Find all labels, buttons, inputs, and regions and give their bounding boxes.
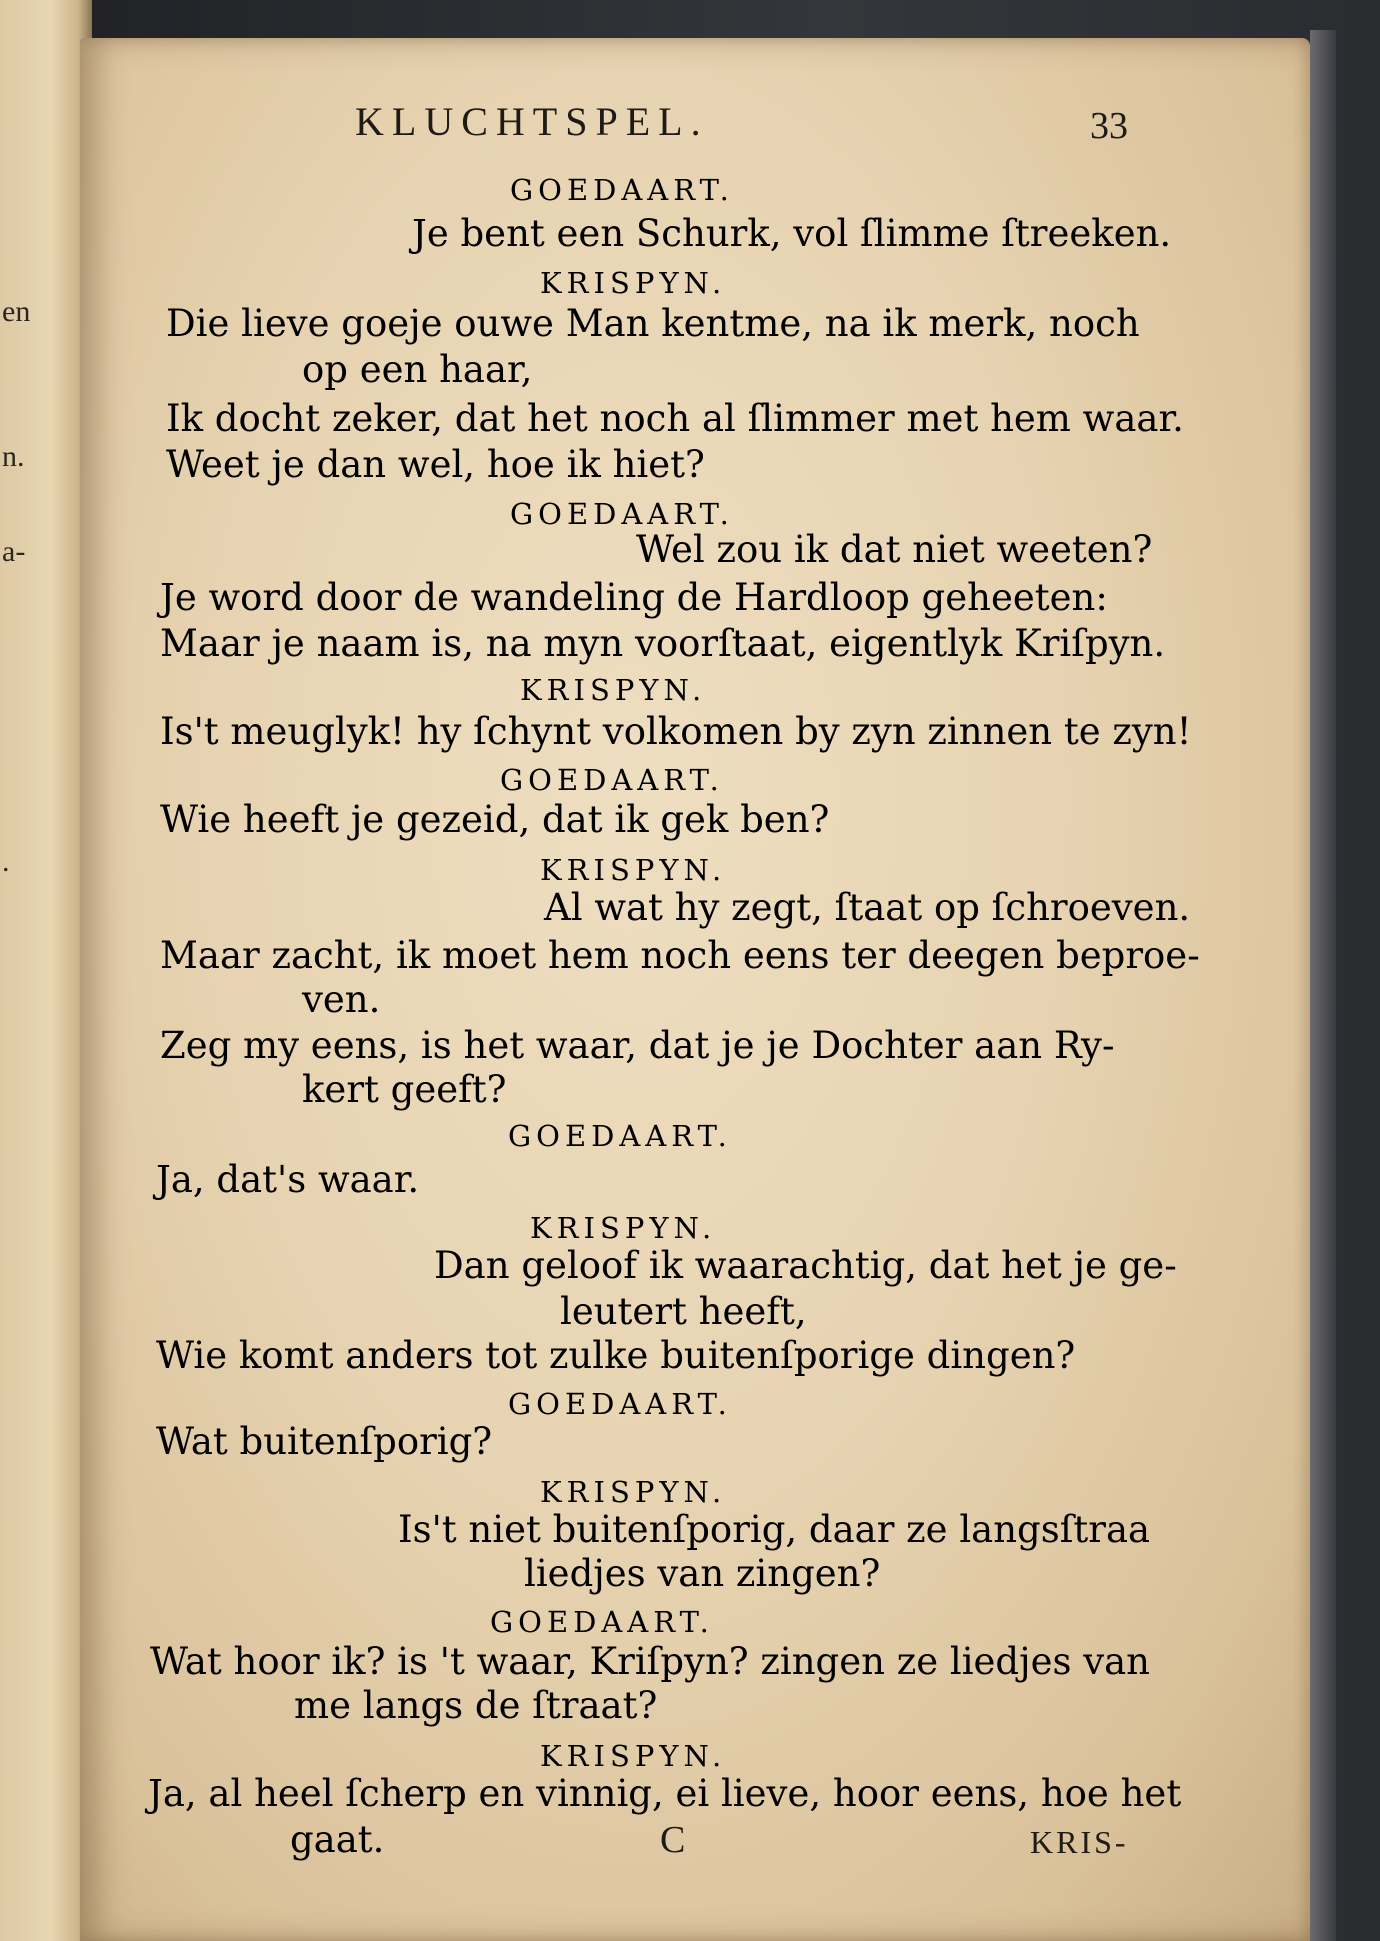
verse-line: Weet je dan wel, hoe ik hiet? bbox=[166, 443, 705, 486]
signature-mark: C bbox=[660, 1819, 686, 1861]
verse-line: Wel zou ik dat niet weeten? bbox=[636, 528, 1153, 571]
speaker-heading: KRISPYN. bbox=[520, 673, 707, 707]
fragment-text: n. bbox=[2, 440, 25, 473]
verse-line: Is't niet buitenſporig, daar ze langsſtraa bbox=[398, 1508, 1151, 1551]
verse-line: ven. bbox=[302, 978, 381, 1021]
verse-line: Ik docht zeker, dat het noch al ſlimmer met hem waar. bbox=[166, 397, 1184, 440]
verse-line: Wie komt anders tot zulke buitenſporige dingen? bbox=[156, 1334, 1076, 1377]
speaker-heading: KRISPYN. bbox=[540, 266, 727, 300]
verse-line: Maar je naam is, na myn voorſtaat, eigentlyk Kriſpyn. bbox=[160, 622, 1166, 665]
verse-line: Ja, dat's waar. bbox=[156, 1158, 420, 1201]
fragment-text: a- bbox=[2, 535, 26, 568]
verse-line: Al wat hy zegt, ſtaat op ſchroeven. bbox=[544, 886, 1191, 929]
verse-line: Dan geloof ik waarachtig, dat het je ge- bbox=[434, 1244, 1177, 1287]
verse-line: Maar zacht, ik moet hem noch eens ter deegen beproe- bbox=[160, 934, 1200, 977]
verse-line: Wat buitenſporig? bbox=[156, 1420, 493, 1463]
verse-line: Wat hoor ik? is 't waar, Kriſpyn? zingen ze liedjes van bbox=[150, 1640, 1151, 1683]
verse-line: Wie heeft je gezeid, dat ik gek ben? bbox=[160, 798, 830, 841]
verse-line: Ja, al heel ſcherp en vinnig, ei lieve, hoor eens, hoe het bbox=[148, 1772, 1182, 1815]
speaker-heading: GOEDAART. bbox=[508, 1387, 732, 1421]
speaker-heading: KRISPYN. bbox=[540, 1739, 727, 1773]
verse-line: Zeg my eens, is het waar, dat je je Dochter aan Ry- bbox=[160, 1024, 1115, 1067]
verse-line: Je bent een Schurk, vol ſlimme ſtreeken. bbox=[412, 212, 1172, 255]
speaker-heading: KRISPYN. bbox=[540, 1475, 727, 1509]
speaker-heading: GOEDAART. bbox=[490, 1605, 714, 1639]
verse-line: kert geeft? bbox=[302, 1068, 507, 1111]
verse-line: Is't meuglyk! hy ſchynt volkomen by zyn zinnen te zyn! bbox=[160, 710, 1192, 753]
fragment-text: . bbox=[2, 845, 10, 878]
verse-line: liedjes van zingen? bbox=[524, 1552, 881, 1595]
speaker-heading: GOEDAART. bbox=[510, 497, 734, 531]
speaker-heading: GOEDAART. bbox=[500, 763, 724, 797]
cover-edge bbox=[1310, 30, 1336, 1941]
catchword: KRIS- bbox=[1030, 1824, 1129, 1860]
verse-line: Die lieve goeje ouwe Man kentme, na ik merk, noch bbox=[166, 302, 1140, 345]
verse-line: op een haar, bbox=[302, 348, 533, 391]
page-number: 33 bbox=[1090, 105, 1128, 147]
speaker-heading: GOEDAART. bbox=[510, 173, 734, 207]
verse-line: leutert heeft, bbox=[560, 1290, 807, 1333]
speaker-heading: KRISPYN. bbox=[530, 1211, 717, 1245]
verse-line: me langs de ſtraat? bbox=[294, 1684, 658, 1727]
verse-line: gaat. bbox=[290, 1818, 385, 1861]
speaker-heading: GOEDAART. bbox=[508, 1119, 732, 1153]
fragment-text: en bbox=[2, 295, 31, 328]
previous-page-edge bbox=[0, 0, 92, 1941]
running-head: KLUCHTSPEL. bbox=[355, 99, 709, 144]
verse-line: Je word door de wandeling de Hardloop geheeten: bbox=[160, 576, 1108, 619]
speaker-heading: KRISPYN. bbox=[540, 853, 727, 887]
